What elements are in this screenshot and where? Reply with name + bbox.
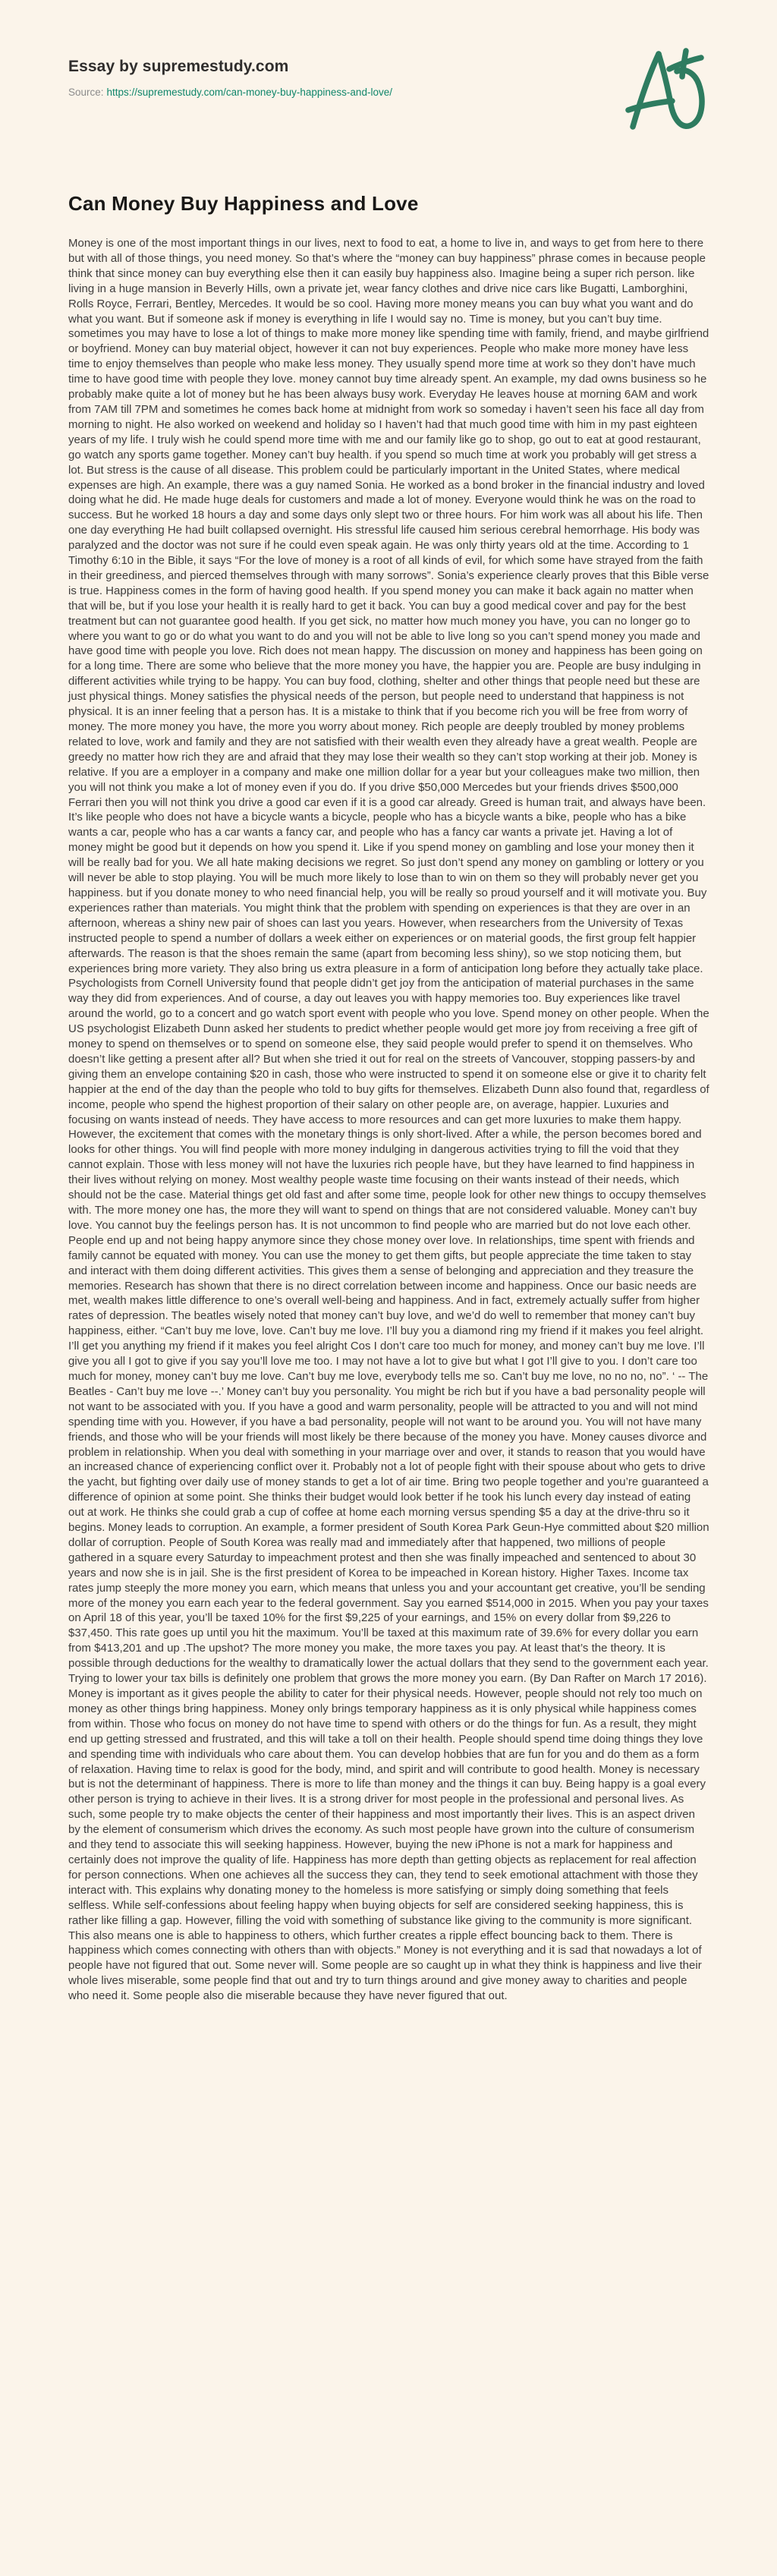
essay-main (68, 192, 709, 2004)
essay-title: Can Money Buy Happiness and Love (68, 192, 419, 215)
site-title: Essay by supremestudy.com (68, 58, 289, 75)
source-line (68, 87, 709, 98)
page-header (68, 58, 709, 98)
content-column (0, 58, 777, 2004)
a-plus-logo-icon (625, 46, 706, 140)
essay-body: Money is one of the most important things in our lives, next to food to eat, a home to live in, and ways to get from here to there but with all of those things, you need money. So that’s where the “money can buy happiness” phrase comes in because people think that since money can buy everything else then it can easily buy happiness also. Imagine being a super rich person. like living in a huge mansion in Beverly Hills, own a private jet, wear fancy clothes and drive nice cars like Bugatti, Lamborghini, Rolls Royce, Ferrari, Bentley, Mercedes. It would be so cool. Having more money means you can buy what you want and do what you want. But if someone ask if money is everything in life I would say no. Time is money, but you can’t buy time. sometimes you may have to lose a lot of things to make more money like spending time with family, friend, and maybe girlfriend or boyfriend. Money can buy material object, however it can not buy experiences. People who make more money have less time to enjoy themselves than people who make less money. They usually spend more time at work so they don’t have much time to have good time with people they love. money cannot buy time already spent. An example, my dad owns business so he probably make quite a lot of money but he has been always busy work. Everyday He leaves house at morning 6AM and work from 7AM till 7PM and sometimes he comes back home at midnight from work so someday i haven’t seen his face all day from morning to night. He also worked on weekend and holiday so I haven’t had that much good time with him in my past eighteen years of my life. I truly wish he could spend more time with me and our family like go to shop, go out to eat at good restaurant, go watch any sports game together. Money can’t buy health. if you spend so much time at work you probably will get stress a lot. But stress is the cause of all disease. This problem could be particularly important in the United States, where medical expenses are high. An example, there was a guy named Sonia. He worked as a bond broker in the financial industry and loved doing what he did. He made huge deals for customers and made a lot of money. Everyone would think he was on the road to success. But he worked 18 hours a day and some days only slept two or three hours. For him work was all about his life. Then one day everything He had built collapsed overnight. His stressful life caused him serious cerebral hemorrhage. His body was paralyzed and the doctor was not sure if he could even speak again. He was only thirty years old at the time. According to 1 Timothy 6:10 in the Bible, it says “For the love of money is a root of all kinds of evil, for which some have strayed from the faith in their greediness, and pierced themselves through with many sorrows”. Sonia’s experience clearly proves that this Bible verse is true. Happiness comes in the form of having good health. If you spend money you can make it back again no matter when that will be, but if you lose your health it is really hard to get it back. You can buy a good medical cover and pay for the best treatment but can not guarantee good health. If you get sick, no matter how much money you have, you can no longer go to where you want to go or do what you want to do and you will not be able to live long so you can’t spend money you made and have good time with people you love. Rich does not mean happy. The discussion on money and happiness has been going on for a long time. There are some who believe that the more money you have, the happier you are. People are busy indulging in different activities while trying to be happy. You can buy food, clothing, shelter and other things that people need but these are just physical things. Money satisfies the physical needs of the person, but people need to understand that happiness is not physical. It is an inner feeling that a person has. It is a mistake to think that if you become rich you will be free from worry of money. The more money you have, the more you worry about money. Rich people are deeply troubled by money problems related to love, work and family and they are not satisfied with their wealth even they already have a great wealth. People are greedy no matter how rich they are and afraid that they may lose their wealth so they can’t stop working at their job. Money is relative. If you are a employer in a company and make one million dollar for a year but your colleagues make two million, then you will not think you make a lot of money even if you do. If you drive $50,000 Mercedes but your friends drives $500,000 Ferrari then you will not think you drive a good car even if it is a good car already. Greed is human trait, and always have been. It’s like people who does not have a bicycle wants a bicycle, people who has a bicycle wants a bike, people who has a bike wants a car, people who has a car wants a fancy car, and people who has a fancy car wants a private jet. Having a lot of money might be good but it depends on how you spend it. Like if you spend money on gambling and lose your money then it will be really bad for you. We all hate making decisions we regret. So just don’t spend any money on gambling or lottery or you will never be able to stop playing. You will be much more likely to lose than to win on them so they will probably never get you happiness. but if you donate money to who need financial help, you will be really so proud yourself and it will motivate you. Buy experiences rather than materials. You might think that the problem with spending on experiences is that they are over in an afternoon, whereas a shiny new pair of shoes can last you years. However, when researchers from the University of Texas instructed people to spend a number of dollars a week either on experiences or on material goods, the first group felt happier afterwards. The reason is that the shoes remain the same (apart from becoming less shiny), so we stop noticing them, but experiences bring more variety. They also bring us extra pleasure in a form of anticipation long before they actually take place. Psychologists from Cornell University found that people didn’t get joy from the anticipation of material purchases in the same way they did from experiences. And of course, a day out leaves you with happy memories too. Buy experiences like travel around the world, go to a concert and go watch sport event with people who you love. Spend money on other people. When the US psychologist Elizabeth Dunn asked her students to predict whether people would get more joy from receiving a free gift of money to spend on themselves or to spend on someone else, they said people would prefer to spend it on themselves. Who doesn’t like getting a present after all? But when she tried it out for real on the streets of Vancouver, stopping passers-by and giving them an envelope containing $20 in cash, those who were instructed to spend it on someone else or give it to charity felt happier at the end of the day than the people who told to buy gifts for themselves. Elizabeth Dunn also found that, regardless of income, people who spend the highest proportion of their salary on other people are, on average, happier. Luxuries and focusing on wants instead of needs. They have access to more resources and can get more luxuries to make them happy. However, the excitement that comes with the monetary things is only short-lived. After a while, the person becomes bored and looks for other things. You will find people with more money indulging in dangerous activities trying to fill the void that they cannot explain. Those with less money will not have the luxuries rich people have, but they have learned to find happiness in their lives without relying on money. Most wealthy people waste time focusing on their wants instead of their needs, which should not be the case. Material things get old fast and after some time, people look for other new things to occupy themselves with. The more money one has, the more they will want to spend on things that are not considered valuable. Money can’t buy love. You cannot buy the feelings person has. It is not uncommon to find people who are married but do not love each other. People end up and not being happy anymore since they chose money over love. In relationships, time spent with friends and family cannot be equated with money. You can use the money to get them gifts, but people appreciate the time taken to stay and interact with them doing different activities. This gives them a sense of belonging and appreciation and they treasure the memories. Research has shown that there is no direct correlation between income and happiness. Once our basic needs are met, wealth makes little difference to one’s overall well-being and happiness. And in fact, extremely actually suffer from higher rates of depression. The beatles wisely noted that money can’t buy love, and we’d do well to remember that money can’t buy happiness, either. “Can’t buy me love, love. Can’t buy me love. I’ll buy you a diamond ring my friend if it makes you feel alright. I’ll get you anything my friend if it makes you feel alright Cos I don’t care too much for money, and money can’t buy me love. I’ll give you all I got to give if you say you’ll love me too. I may not have a lot to give but what I got I’ll give to you. I don’t care too much for money, money can’t buy me love. Can’t buy me love, everybody tells me so. Can’t buy me love, no no no, no”. ‘ -- The Beatles - Can’t buy me love --.’ Money can’t buy you personality. You might be rich but if you have a bad personality people will not want to be associated with you. If you have a good and warm personality, people will be attracted to you and will not mind spending time with you. However, if you have a bad personality, people will not want to be around you. You will not have many friends, and those who will be your friends will most likely be there because of the money you have. Money causes divorce and problem in relationship. When you deal with something in your marriage over and over, it stands to reason that you would have an increased chance of experiencing conflict over it. Probably not a lot of people fight with their spouse about who gets to drive the yacht, but fighting over daily use of money stands to get a lot of air time. Bring two people together and you’re guaranteed a difference of opinion at some point. She thinks their budget would look better if he took his lunch every day instead of eating out at work. He thinks she could grab a cup of coffee at home each morning versus spending $5 a day at the drive-thru so it begins. Money leads to corruption. An example, a former president of South Korea Park Geun-Hye committed about $20 million dollar of corruption. People of South Korea was really mad and immediately after that happened, two millions of people gathered in a square every Saturday to impeachment protest and then she was finally impeached and sentenced to about 30 years and now she is in jail. She is the first president of Korea to be impeached in Korean history. Higher Taxes. Income tax rates jump steeply the more money you earn, which means that unless you and your accountant get creative, you’ll be sending more of the money you earn each year to the federal government. Say you earned $514,000 in 2015. When you pay your taxes on April 18 of this year, you’ll be taxed 10% for the first $9,225 of your earnings, and 15% on every dollar from $9,226 to $37,450. This rate goes up until you hit the maximum. You’ll be taxed at this maximum rate of 39.6% for every dollar you earn from $413,201 and up .The upshot? The more money you make, the more taxes you pay. At least that’s the theory. It is possible through deductions for the wealthy to dramatically lower the actual dollars that they send to the government each year. Trying to lower your tax bills is definitely one problem that grows the more money you earn. (By Dan Rafter on March 17 2016). Money is important as it gives people the ability to cater for their physical needs. However, people should not rely too much on money as other things bring happiness. Money only brings temporary happiness as it is only physical while happiness comes from within. Those who focus on money do not have time to spend with others or do the things for fun. As a result, they might end up getting stressed and frustrated, and this will take a toll on their health. People should spend time doing things they love and spending time with individuals who care about them. You can develop hobbies that are fun for you and do them as a form of relaxation. Having time to relax is good for the body, mind, and spirit and will contribute to good health. Money is necessary but is not the determinant of happiness. There is more to life than money and the things it can buy. Being happy is a goal every other person is trying to achieve in their lives. It is a strong driver for most people in the professional and personal lives. As such, some people try to make objects the center of their happiness and most importantly their lives. This is an aspect driven by the element of consumerism which drives the economy. As such most people have grown into the culture of consumerism and they tend to associate this will seeking happiness. However, buying the new iPhone is not a mark for happiness and certainly does not improve the quality of life. Happiness has more depth than getting objects as replacement for real affection for person connections. When one achieves all the success they can, they tend to seek emotional attachment with those they interact with. This explains why donating money to the homeless is more satisfying or simply doing something that feels selfless. While self-confessions about feeling happy when buying objects for self are considered seeking happiness, this is rather like filling a gap. However, filling the void with something of substance like giving to the community is more significant. This also means one is able to happiness to others, which further creates a ripple effect bouncing back to them. There is happiness which comes connecting with others than with objects.” Money is not everything and it is sad that nowadays a lot of people have not figured that out. Some never will. Some people are so caught up in what they think is happiness and live their whole lives miserable, some people find that out and try to turn things around and give money away to charities and people who need it. Some people also die miserable because they have never figured that out. (68, 237, 709, 2003)
source-link[interactable]: https://supremestudy.com/can-money-buy-happiness-and-love/ (106, 87, 392, 98)
source-label: Source: (68, 87, 104, 98)
